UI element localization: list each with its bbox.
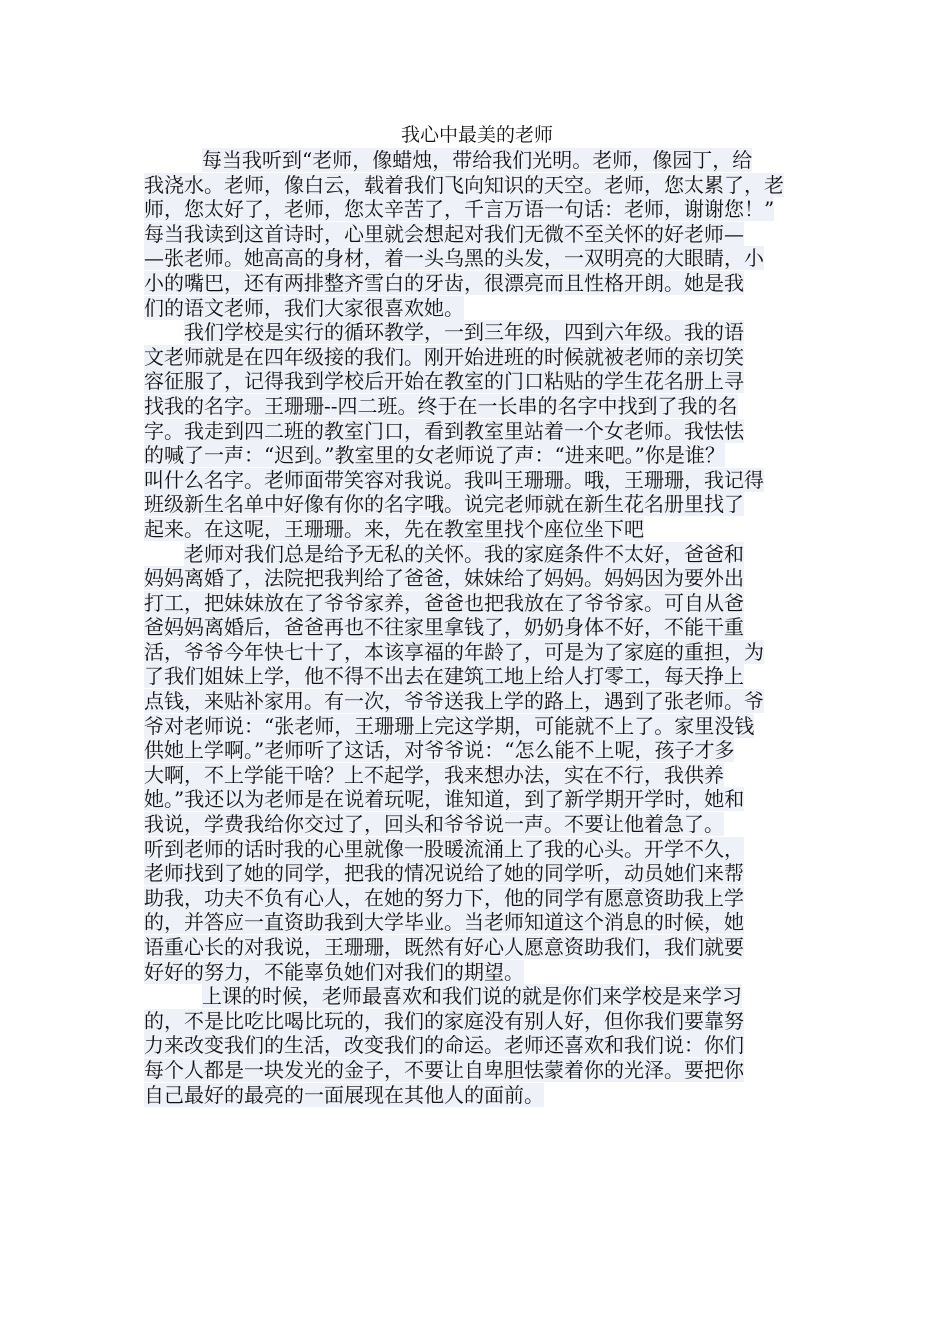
text-line-content: 们的语文老师，我们大家很喜欢她。 (144, 295, 464, 320)
text-line-content: 每当我读到这首诗时，心里就会想起对我们无微不至关怀的好老师— (144, 221, 744, 246)
text-line (144, 419, 810, 444)
text-line-content: 爷对老师说：“张老师，王珊珊上完这学期，可能就不上了。家里没钱 (144, 713, 755, 738)
text-line-content: 供她上学啊。”老师听了这话，对爷爷说：“怎么能不上呢，孩子才多 (144, 738, 735, 763)
text-line (144, 1058, 810, 1083)
text-line (144, 787, 810, 812)
text-line-content: 力来改变我们的生活，改变我们的命运。老师还喜欢和我们说：你们 (144, 1033, 744, 1058)
text-line (144, 1033, 810, 1058)
text-line (144, 935, 810, 960)
text-line-content: 班级新生名单中好像有你的名字哦。说完老师就在新生花名册里找了 (144, 492, 744, 517)
text-line-content: 的喊了一声：“迟到。”教室里的女老师说了声：“进来吧。”你是谁？ (144, 443, 725, 468)
text-line (144, 296, 810, 321)
text-line-content: 文老师就是在四年级接的我们。刚开始进班的时候就被老师的亲切笑 (144, 344, 744, 369)
text-line (144, 960, 810, 985)
text-line-content: 自己最好的最亮的一面展现在其他人的面前。 (144, 1082, 544, 1107)
text-line (144, 197, 810, 222)
text-line-content: 我们学校是实行的循环教学，一到三年级，四到六年级。我的语 (184, 320, 744, 345)
text-line-content: 字。我走到四二班的教室门口，看到教室里站着一个女老师。我怯怯 (144, 418, 744, 443)
text-line-content: 上课的时候，老师最喜欢和我们说的就是你们来学校是来学习 (202, 984, 742, 1009)
text-line-content: 打工，把妹妹放在了爷爷家养，爸爸也把我放在了爷爷家。可自从爸 (144, 590, 744, 615)
text-line-content: 点钱，来贴补家用。有一次，爷爷送我上学的路上，遇到了张老师。爷 (144, 689, 764, 714)
text-line-content: 每当我听到“老师，像蜡烛，带给我们光明。老师，像园丁，给 (202, 148, 753, 172)
text-line (144, 714, 810, 739)
text-line (144, 542, 810, 567)
text-line-content: 找我的名字。王珊珊--四二班。终于在一长串的名字中找到了我的名 (144, 393, 738, 418)
text-line-content: 听到老师的话时我的心里就像一股暖流涌上了我的心头。开学不久， (144, 836, 744, 861)
text-line (144, 173, 810, 198)
text-line (144, 689, 810, 714)
text-line-content: 老师对我们总是给予无私的关怀。我的家庭条件不太好，爸爸和 (184, 541, 744, 566)
text-line (144, 394, 810, 419)
text-line-content: 爸妈妈离婚后，爸爸再也不往家里拿钱了，奶奶身体不好，不能干重 (144, 615, 744, 640)
text-line (144, 910, 810, 935)
text-line (144, 566, 810, 591)
document-page (144, 122, 810, 1107)
text-line (144, 886, 810, 911)
document-body (144, 148, 810, 1107)
text-line-content: 小的嘴巴，还有两排整齐雪白的牙齿，很漂亮而且性格开朗。她是我 (144, 270, 744, 295)
text-line-content: 老师找到了她的同学，把我的情况说给了她的同学听，动员她们来帮 (144, 861, 744, 886)
text-line-content: 起来。在这呢，王珊珊。来，先在教室里找个座位坐下吧 (144, 516, 644, 541)
text-line-content: 我说，学费我给你交过了，回头和爷爷说一声。不要让他着急了。 (144, 812, 724, 837)
text-line-content: 她。”我还以为老师是在说着玩呢，谁知道，到了新学期开学时，她和 (144, 787, 745, 812)
text-line (144, 148, 810, 173)
text-line (144, 812, 810, 837)
text-line-content: 每个人都是一块发光的金子，不要让自卑胆怯蒙着你的光泽。要把你 (144, 1057, 744, 1082)
text-line (144, 615, 810, 640)
text-line (144, 763, 810, 788)
text-line (144, 320, 810, 345)
text-line-content: 大啊，不上学能干啥？上不起学，我来想办法，实在不行，我供养 (144, 762, 724, 787)
text-line (144, 1083, 810, 1108)
text-line-content: 师，您太好了，老师，您太辛苦了，千言万语一句话：老师，谢谢您！” (144, 197, 775, 222)
text-line (144, 591, 810, 616)
document-title: 我心中最美的老师 (400, 124, 553, 146)
text-line-content: 活，爷爷今年快七十了，本该享福的年龄了，可是为了家庭的重担，为 (144, 639, 764, 664)
text-line (144, 984, 810, 1009)
text-line-content: 叫什么名字。老师面带笑容对我说。我叫王珊珊。哦，王珊珊，我记得 (144, 467, 764, 492)
text-line (144, 640, 810, 665)
text-line (144, 468, 810, 493)
text-line (144, 861, 810, 886)
text-line (144, 517, 810, 542)
text-line (144, 837, 810, 862)
text-line-content: 妈妈离婚了，法院把我判给了爸爸，妹妹给了妈妈。妈妈因为要外出 (144, 566, 744, 591)
text-line-content: 的，不是比吃比喝比玩的，我们的家庭没有别人好，但你我们要靠努 (144, 1008, 744, 1033)
text-line-content: 我浇水。老师，像白云，载着我们飞向知识的天空。老师，您太累了，老 (144, 172, 784, 197)
text-line-content: 语重心长的对我说，王珊珊，既然有好心人愿意资助我们，我们就要 (144, 935, 744, 959)
text-line (144, 738, 810, 763)
text-line (144, 222, 810, 247)
text-line-content: —张老师。她高高的身材，着一头乌黑的头发，一双明亮的大眼睛，小 (144, 246, 764, 271)
text-line-content: 了我们姐妹上学，他不得不出去在建筑工地上给人打零工，每天挣上 (144, 664, 744, 689)
text-line-content: 的，并答应一直资助我到大学毕业。当老师知道这个消息的时候，她 (144, 910, 744, 935)
text-line-content: 助我，功夫不负有心人，在她的努力下，他的同学有愿意资助我上学 (144, 885, 744, 910)
text-line (144, 271, 810, 296)
text-line-content: 容征服了，记得我到学校后开始在教室的门口粘贴的学生花名册上寻 (144, 369, 744, 394)
text-line (144, 369, 810, 394)
text-line (144, 246, 810, 271)
text-line (144, 664, 810, 689)
text-line (144, 443, 810, 468)
text-line (144, 492, 810, 517)
text-line-content: 好好的努力，不能辜负她们对我们的期望。 (144, 959, 524, 984)
text-line (144, 1009, 810, 1034)
text-line (144, 345, 810, 370)
